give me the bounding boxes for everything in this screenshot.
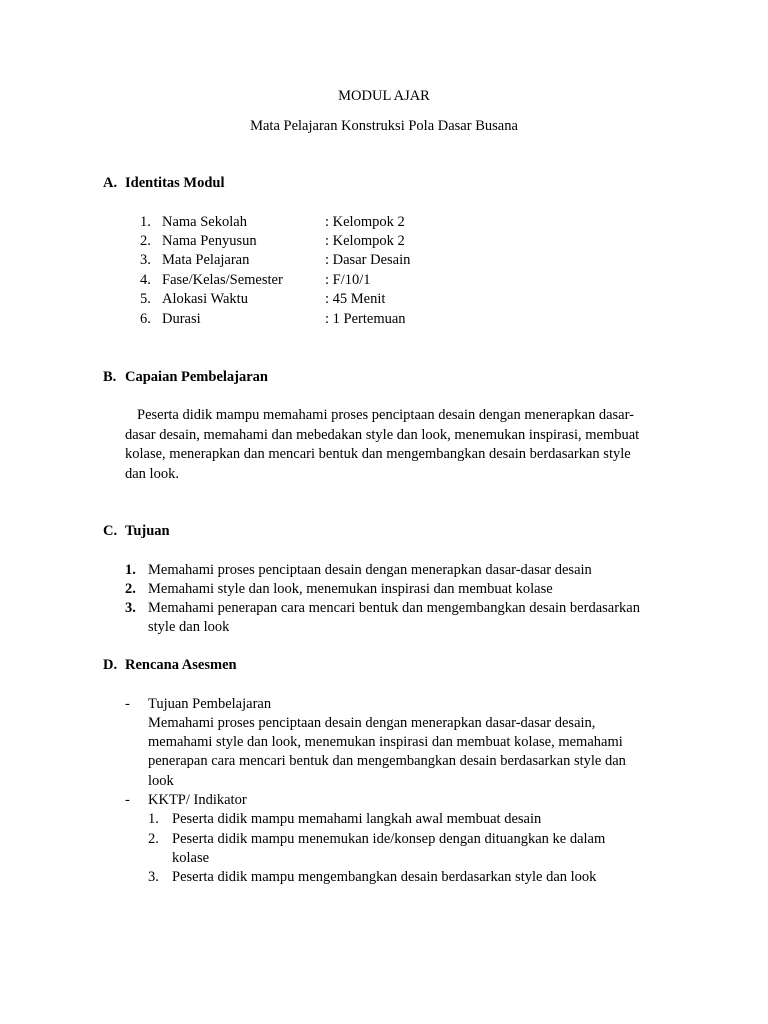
item-number: 1. xyxy=(125,562,136,578)
section-heading: Identitas Modul xyxy=(125,175,225,191)
row-number: 4. xyxy=(140,272,151,288)
row-label: Nama Penyusun xyxy=(162,233,257,249)
section-heading: Capaian Pembelajaran xyxy=(125,369,268,385)
item-number: 1. xyxy=(148,811,159,827)
row-number: 5. xyxy=(140,291,151,307)
bullet-dash: - xyxy=(125,696,130,712)
section-letter: D. xyxy=(103,657,118,673)
bullet-title: Tujuan Pembelajaran xyxy=(148,696,272,712)
bullet-dash: - xyxy=(125,792,130,808)
row-number: 2. xyxy=(140,233,151,249)
row-label: Fase/Kelas/Semester xyxy=(162,272,283,288)
item-number: 3. xyxy=(148,869,159,885)
item-text: Peserta didik mampu menemukan ide/konsep dengan dituangkan ke dalam xyxy=(172,831,606,847)
bullet-text: penerapan cara mencari bentuk dan mengembangkan desain berdasarkan style dan xyxy=(148,753,626,769)
row-value: : Kelompok 2 xyxy=(325,214,405,230)
bullet-text: Memahami proses penciptaan desain dengan menerapkan dasar-dasar desain, xyxy=(148,715,596,731)
row-value: : Kelompok 2 xyxy=(325,233,405,249)
item-text: Memahami proses penciptaan desain dengan menerapkan dasar-dasar desain xyxy=(148,562,592,578)
item-number: 3. xyxy=(125,600,136,616)
document-title: MODUL AJAR xyxy=(338,88,430,104)
item-text: kolase xyxy=(172,850,210,866)
paragraph-line: kolase, menerapkan dan mencari bentuk dan mengembangkan desain berdasarkan style xyxy=(125,446,631,462)
row-label: Mata Pelajaran xyxy=(162,252,250,268)
row-label: Alokasi Waktu xyxy=(162,291,248,307)
row-value: : Dasar Desain xyxy=(325,252,411,268)
section-heading: Tujuan xyxy=(125,523,170,539)
item-text: Memahami style dan look, menemukan inspirasi dan membuat kolase xyxy=(148,581,553,597)
row-label: Nama Sekolah xyxy=(162,214,247,230)
item-text: style dan look xyxy=(148,619,230,635)
row-value: : 1 Pertemuan xyxy=(325,311,406,327)
item-text: Peserta didik mampu memahami langkah awal membuat desain xyxy=(172,811,542,827)
item-text: Memahami penerapan cara mencari bentuk dan mengembangkan desain berdasarkan xyxy=(148,600,640,616)
row-value: : 45 Menit xyxy=(325,291,386,307)
row-number: 1. xyxy=(140,214,151,230)
section-heading: Rencana Asesmen xyxy=(125,657,237,673)
paragraph-line: Peserta didik mampu memahami proses penciptaan desain dengan menerapkan dasar- xyxy=(137,407,634,423)
row-number: 6. xyxy=(140,311,151,327)
section-letter: B. xyxy=(103,369,117,385)
row-value: : F/10/1 xyxy=(325,272,371,288)
bullet-text: memahami style dan look, menemukan inspirasi dan membuat kolase, memahami xyxy=(148,734,623,750)
item-number: 2. xyxy=(125,581,136,597)
item-number: 2. xyxy=(148,831,159,847)
paragraph-line: dan look. xyxy=(125,466,179,482)
paragraph-line: dasar desain, memahami dan mebedakan style dan look, menemukan inspirasi, membuat xyxy=(125,427,640,443)
row-number: 3. xyxy=(140,252,151,268)
row-label: Durasi xyxy=(162,311,201,327)
section-letter: C. xyxy=(103,523,118,539)
item-text: Peserta didik mampu mengembangkan desain berdasarkan style dan look xyxy=(172,869,597,885)
bullet-text: look xyxy=(148,773,174,789)
bullet-title: KKTP/ Indikator xyxy=(148,792,247,808)
section-letter: A. xyxy=(103,175,118,191)
document-subtitle: Mata Pelajaran Konstruksi Pola Dasar Busana xyxy=(250,118,518,134)
